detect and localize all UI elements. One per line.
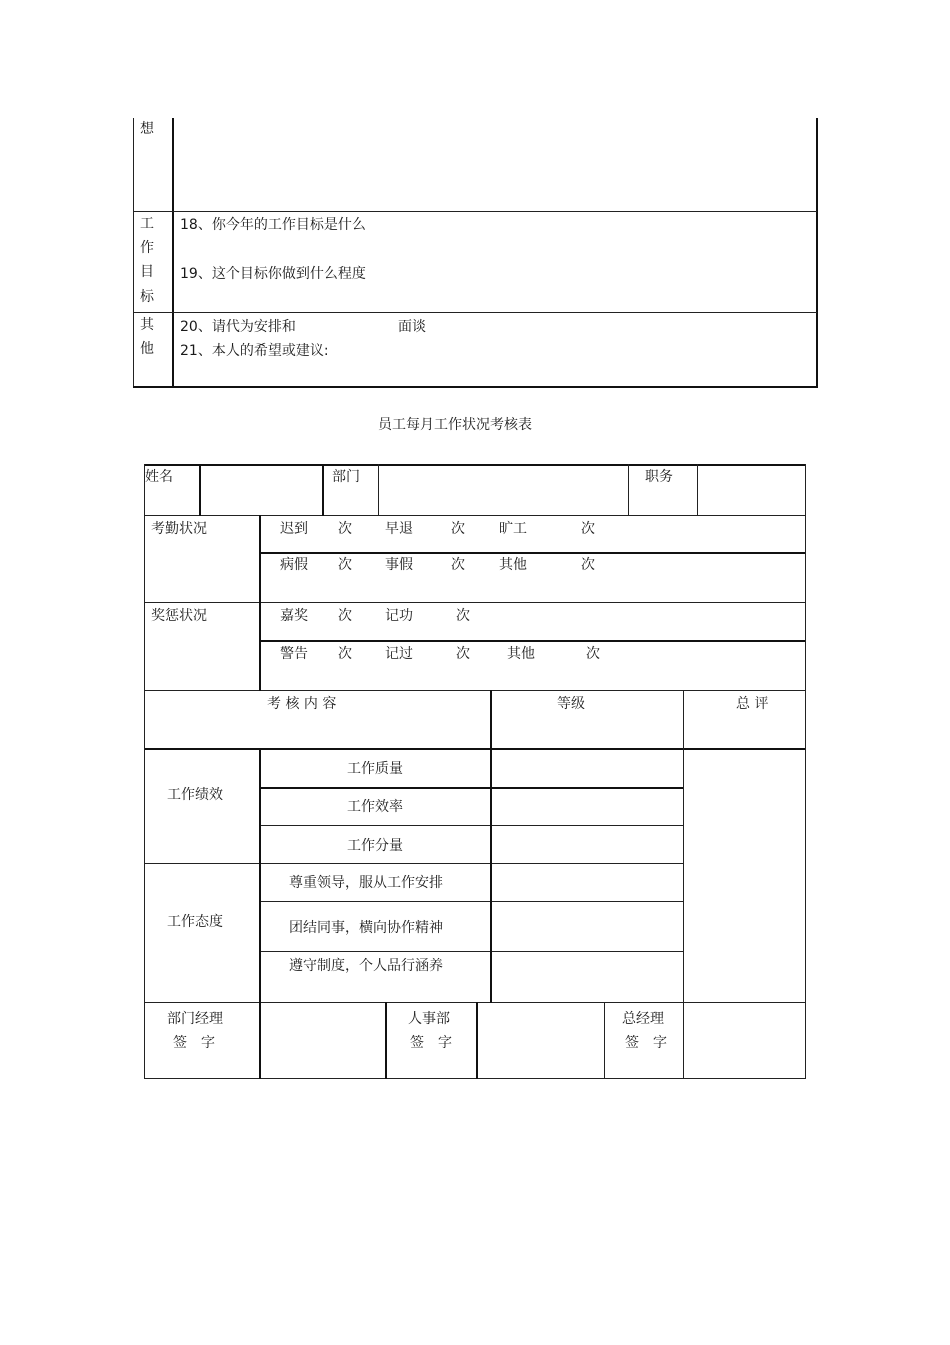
- attendance-item: 早退: [385, 521, 413, 537]
- table-line: [144, 748, 806, 750]
- table-line: [259, 748, 261, 1079]
- signature-dept-manager-sign: 签 字: [173, 1035, 215, 1051]
- attendance-item: 迟到: [280, 521, 308, 537]
- attendance-unit: 次: [451, 521, 465, 537]
- top-form-row-divider: [133, 211, 817, 212]
- row-label-thoughts: 想: [140, 121, 154, 137]
- table-line: [322, 464, 324, 516]
- question-21: 21、本人的希望或建议:: [180, 343, 329, 359]
- table-line: [683, 690, 684, 1079]
- table-line: [144, 602, 806, 603]
- attendance-item: 其他: [499, 557, 527, 573]
- table-line: [259, 901, 684, 902]
- attendance-unit: 次: [338, 521, 352, 537]
- table-line: [144, 1002, 806, 1003]
- row-label-goals-char: 标: [140, 289, 154, 305]
- rewards-item: 记过: [385, 646, 413, 662]
- signature-gm: 总经理: [622, 1011, 664, 1027]
- question-18: 18、你今年的工作目标是什么: [180, 217, 366, 233]
- table-line: [259, 640, 806, 642]
- attendance-label: 考勤状况: [151, 521, 207, 537]
- table-right-border: [805, 464, 806, 1079]
- signature-hr: 人事部: [408, 1011, 450, 1027]
- table-line: [385, 1002, 387, 1079]
- col-header-overall: 总 评: [736, 696, 769, 712]
- attitude-item: 团结同事，横向协作精神: [289, 920, 443, 936]
- department-label: 部门: [332, 469, 360, 485]
- attendance-item: 事假: [385, 557, 413, 573]
- performance-item: 工作分量: [347, 838, 403, 854]
- table-line: [259, 787, 684, 789]
- performance-item: 工作效率: [347, 799, 403, 815]
- attitude-item: 遵守制度，个人品行涵养: [289, 958, 443, 974]
- performance-label: 工作绩效: [167, 787, 223, 803]
- table-line: [697, 464, 698, 516]
- table-line: [490, 690, 492, 1003]
- rewards-unit: 次: [456, 646, 470, 662]
- top-form-bottom-border: [133, 386, 818, 388]
- row-label-other-char: 他: [140, 341, 154, 357]
- attendance-unit: 次: [581, 557, 595, 573]
- row-label-goals-char: 目: [140, 264, 154, 280]
- table-line: [144, 515, 806, 516]
- row-label-goals-char: 工: [140, 216, 154, 232]
- question-19: 19、这个目标你做到什么程度: [180, 266, 366, 282]
- row-label-goals-char: 作: [140, 240, 154, 256]
- table-line: [144, 690, 806, 691]
- col-header-grade: 等级: [557, 696, 585, 712]
- table-line: [628, 464, 629, 516]
- attendance-unit: 次: [581, 521, 595, 537]
- table-left-border: [144, 464, 145, 1079]
- signature-hr-sign: 签 字: [410, 1035, 452, 1051]
- top-form-right-border: [816, 118, 818, 388]
- table-line: [259, 515, 261, 691]
- attendance-item: 病假: [280, 557, 308, 573]
- rewards-unit: 次: [338, 608, 352, 624]
- attendance-unit: 次: [338, 557, 352, 573]
- signature-dept-manager: 部门经理: [167, 1011, 223, 1027]
- table-top-border: [144, 464, 806, 466]
- rewards-item: 记功: [385, 608, 413, 624]
- name-label: 姓名: [145, 469, 173, 485]
- top-form-label-divider: [172, 118, 174, 388]
- performance-item: 工作质量: [347, 761, 403, 777]
- table-line: [199, 464, 201, 516]
- rewards-label: 奖惩状况: [151, 608, 207, 624]
- top-form-left-border: [133, 118, 134, 388]
- signature-gm-sign: 签 字: [625, 1035, 667, 1051]
- rewards-unit: 次: [586, 646, 600, 662]
- table-line: [378, 464, 379, 516]
- question-20-interview: 面谈: [398, 319, 426, 335]
- row-label-other-char: 其: [140, 317, 154, 333]
- rewards-unit: 次: [456, 608, 470, 624]
- rewards-item: 警告: [280, 646, 308, 662]
- attendance-item: 旷工: [499, 521, 527, 537]
- question-20: 20、请代为安排和: [180, 319, 296, 335]
- table-bottom-border: [144, 1078, 806, 1079]
- top-form-row-divider: [133, 312, 817, 313]
- rewards-item: 其他: [507, 646, 535, 662]
- attitude-item: 尊重领导，服从工作安排: [289, 875, 443, 891]
- attendance-unit: 次: [451, 557, 465, 573]
- col-header-content: 考 核 内 容: [267, 696, 337, 712]
- assessment-title: 员工每月工作状况考核表: [378, 417, 532, 433]
- table-line: [604, 1002, 605, 1079]
- table-line: [259, 552, 806, 554]
- attitude-label: 工作态度: [167, 914, 223, 930]
- rewards-item: 嘉奖: [280, 608, 308, 624]
- table-line: [144, 863, 684, 864]
- table-line: [476, 1002, 478, 1079]
- position-label: 职务: [645, 469, 673, 485]
- rewards-unit: 次: [338, 646, 352, 662]
- table-line: [259, 951, 684, 952]
- table-line: [259, 825, 684, 826]
